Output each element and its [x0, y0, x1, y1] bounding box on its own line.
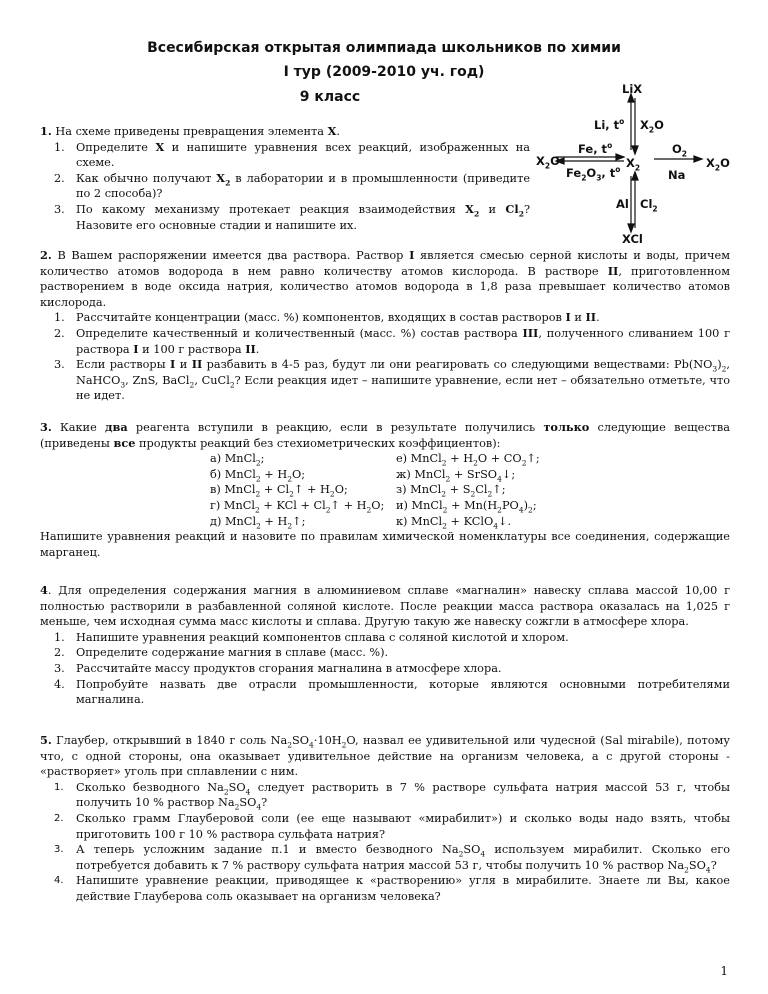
- task-5-item-2: 2. Сколько грамм Глауберовой соли (ее еще называют «мирабилит») и сколько воды надо взять, чтобы приготовить 100 г 10 % раствора сульфата натрия?: [54, 811, 730, 841]
- task-2: [40, 248, 730, 404]
- task-4-item-1: 1. Напишите уравнения реакций компонентов сплава с соляной кислотой и хлором.: [54, 630, 569, 644]
- scheme-fe2o3: $Fe_2O_3$, $t^o$: [566, 165, 621, 183]
- task-2-item-2: 2. Определите качественный и количественный (масс. %) состав раствора III, полученного сливанием 100 г раствора I и 100 г раствора II.: [54, 325, 731, 356]
- olympiad-title: Всесибирская открытая олимпиада школьников по химии: [147, 40, 621, 56]
- scheme-na: Na: [668, 168, 686, 182]
- task-4-item-2: 2. Определите содержание магния в сплаве (масс. %).: [54, 646, 389, 660]
- task-4-item-3: 3. Рассчитайте массу продуктов сгорания магналина в атмосфере хлора.: [54, 661, 502, 675]
- task-5: [40, 733, 730, 905]
- product-a: а) MnCl$_2$;: [210, 452, 265, 468]
- task-5-item-1: 1. Сколько безводного $Na_2SO_4$ следует растворить в 7 % растворе сульфата натрия массой 53 г, чтобы получить 10 % раствор $Na_2SO_4$?: [54, 780, 731, 812]
- product-v: в) MnCl$_2$ + $Cl_2↑ + H_2O$;: [210, 483, 348, 499]
- product-zh: ж) MnCl$_2$ + SrSO$_4$↓;: [396, 467, 516, 484]
- scheme-x2: $X_2$: [626, 156, 641, 173]
- product-b: б) MnCl$_2$ + $H_2O$;: [210, 467, 306, 484]
- task-3-products: [40, 451, 730, 529]
- scheme-left-x2o: $X_2O$: [536, 154, 560, 171]
- product-g: г) MnCl$_2$ + KCl + $Cl_2↑ + H_2O$;: [210, 498, 385, 515]
- scheme-o2: $O_2$: [672, 142, 687, 159]
- task-5-text: 5. Глаубер, открывший в 1840 г соль $Na_2SO_4\cdot 10H_2O$, назвал ее удивительной или чудесной (Sal mirabile), потому что, с одной стороны, она оказывает удивительное действие на организм человека, а с другой стороны - «растворяет» уголь при сплавлении с ним.: [40, 733, 730, 779]
- product-k: к) MnCl$_2$ + KClO$_4$↓.: [396, 514, 512, 530]
- task-1-item-1: 1. Определите X и напишите уравнения всех реакций, изображенных на схеме.: [54, 139, 530, 170]
- scheme-al: Al: [616, 197, 629, 211]
- task-2-item-1: 1. Рассчитайте концентрации (масс. %) компонентов, входящих в состав растворов I и II.: [54, 310, 600, 325]
- task-5-item-4: 4. Напишите уравнение реакции, приводящее к «растворению» угля в мирабилите. Знаете ли Вы, какое действие Глауберова соль оказывает на организм человека?: [54, 874, 730, 903]
- task-1-intro: 1. На схеме приведены превращения элемента X.: [40, 124, 340, 138]
- scheme-right-x2o: $X_2O$: [706, 156, 730, 173]
- task-3-text: 3. Какие два реагента вступили в реакцию, если в результате получились только следующие вещества (приведены все продукты реакций без стехиометрических коэффициентов):: [40, 420, 730, 450]
- task-1-item-3: 3. По какому механизму протекает реакция взаимодействия $X_2$ и $Cl_2$? Назовите его основные стадии и напишите их.: [54, 201, 530, 232]
- round-title: I тур (2009-2010 уч. год): [283, 64, 485, 80]
- task-1-item-2: 2. Как обычно получают $X_2$ в лаборатории и в промышленности (приведите по 2 способа)?: [54, 170, 531, 201]
- scheme-lix: LiX: [622, 82, 643, 96]
- task-2-item-3: 3. Если растворы I и II разбавить в 4-5 раз, будут ли они реагировать со следующими веществами: $Pb(NO_3)_2$, NaHCO$_3$, ZnS, BaCl$_2$, CuCl$_2$? Если реакция идет – напишите уравнение, если нет – обязательно отметьте, что не идет.: [54, 357, 731, 403]
- task-3-tail: Напишите уравнения реакций и назовите по правилам химической номенклатуры все соединения, содержащие марганец.: [40, 530, 730, 559]
- task-4-text: 4. Для определения содержания магния в алюминиевом сплаве «магналин» навеску сплава массой 10,00 г полностью растворили в разбавленной соляной кислоте. После реакции масса раствора оказалась на 1,025 г меньше, чем исходная сумма масс кислоты и сплава. Другую такую же навеску сожгли в атмосфере хлора.: [40, 583, 730, 629]
- product-z: з) MnCl$_2$ + $S_2Cl_2↑$;: [396, 483, 506, 499]
- reaction-scheme: [534, 78, 764, 253]
- task-1: [40, 124, 530, 233]
- scheme-xcl: XCl: [622, 232, 643, 246]
- product-e: е) MnCl$_2$ + $H_2O$ + $CO_2↑$;: [396, 452, 540, 468]
- scheme-x2o-top: $X_2O$: [640, 118, 664, 135]
- scheme-fe-t: Fe, $t^o$: [578, 141, 613, 156]
- task-4-item-4: 4. Попробуйте назвать две отрасли промышленности, которые являются основными потребителями магналина.: [54, 677, 730, 707]
- task-3: [40, 420, 730, 560]
- task-4: [40, 583, 730, 708]
- task-5-item-3: 3. А теперь усложним задание п.1 и вместо безводного $Na_2SO_4$ используем мирабилит. Сколько его потребуется добавить к 7 % раствору сульфата натрия массой 53 г, чтобы получить 10 % раствор $Na_2SO_4$?: [54, 843, 730, 874]
- task-2-text: 2. В Вашем распоряжении имеется два раствора. Раствор I является смесью серной кислоты и воды, причем количество атомов водорода в нем равно количеству атомов кислорода. В растворе II, приготовленном растворением в воде оксида натрия, количество атомов водорода в 1,8 раза превышает количество атомов кислорода.: [40, 248, 730, 309]
- product-i: и) MnCl$_2$ + $Mn(H_2PO_4)_2$;: [396, 498, 537, 515]
- scheme-cl2: $Cl_2$: [640, 197, 658, 214]
- grade-title: 9 класс: [299, 89, 361, 105]
- page-number: 1: [720, 964, 728, 978]
- product-d: д) MnCl$_2$ + $H_2↑$;: [210, 514, 306, 530]
- scheme-li-t: Li, $t^o$: [594, 117, 625, 132]
